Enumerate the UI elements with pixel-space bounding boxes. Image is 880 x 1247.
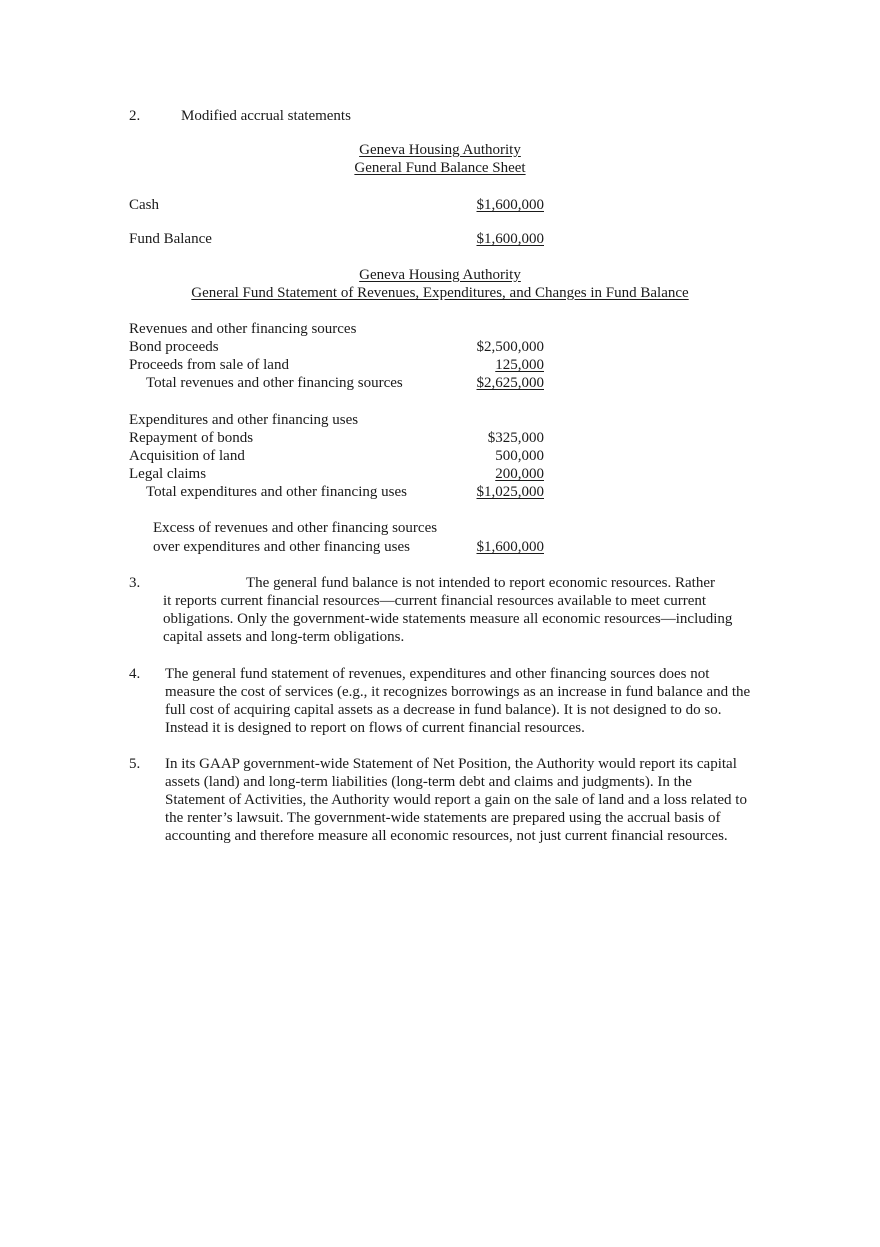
legal-claims-amount: 200,000 <box>495 466 544 482</box>
revenues-total-label: Total revenues and other financing sources <box>146 375 403 391</box>
section-5-number: 5. <box>129 756 141 772</box>
section-5-text: In its GAAP government-wide Statement of Net Position, the Authority would report its capital assets (land) and long-term liabilities (long-term debt and claims and judgments). In the Statement of Activities, the Authority would report a gain on the sale of land and a loss related to the renter’s lawsuit. The government-wide statements are prepared using the accrual basis of accounting and therefore measure all economic resources, not just current financial resources. <box>165 756 747 844</box>
section-4-text: The general fund statement of revenues, expenditures and other financing sources does not measure the cost of services (e.g., it recognizes borrowings as an increase in fund balance and the full cost of acquiring capital assets as a decrease in fund balance). It is not designed to do so. Instead it is designed to report on flows of current financial resources. <box>165 666 751 736</box>
excess-amount: $1,600,000 <box>476 539 544 555</box>
expenditures-total-amount: $1,025,000 <box>476 484 544 500</box>
revenues-header: Revenues and other financing sources <box>129 321 357 337</box>
repayment-amount: $325,000 <box>487 430 544 446</box>
revenues-total-amount: $2,625,000 <box>476 375 544 391</box>
bond-proceeds-amount: $2,500,000 <box>476 339 544 355</box>
section-3-number: 3. <box>129 575 141 591</box>
fund-balance-label: Fund Balance <box>129 231 212 247</box>
expenditures-header: Expenditures and other financing uses <box>129 412 359 428</box>
cash-amount: $1,600,000 <box>476 197 544 213</box>
repayment-label: Repayment of bonds <box>129 430 254 446</box>
acquisition-label: Acquisition of land <box>129 448 245 464</box>
section-2-title: Modified accrual statements <box>181 108 351 124</box>
section-4-number: 4. <box>129 666 141 682</box>
section-3-first-line: The general fund balance is not intended to report economic resources. Rather <box>246 575 715 591</box>
land-sale-label: Proceeds from sale of land <box>129 357 289 373</box>
section-2-number: 2. <box>129 108 141 124</box>
fund-balance-amount: $1,600,000 <box>476 231 544 247</box>
acquisition-amount: 500,000 <box>495 448 544 464</box>
statement-title: General Fund Statement of Revenues, Expenditures, and Changes in Fund Balance <box>191 285 689 301</box>
excess-line-2: over expenditures and other financing uses <box>153 539 410 555</box>
legal-claims-label: Legal claims <box>129 466 207 482</box>
balance-sheet-entity: Geneva Housing Authority <box>359 142 521 158</box>
expenditures-total-label: Total expenditures and other financing uses <box>146 484 407 500</box>
section-3-text: it reports current financial resources—current financial resources available to meet current obligations. Only the government-wide statements measure all economic resources—including capital assets and long-term obligations. <box>163 593 733 645</box>
cash-label: Cash <box>129 197 159 213</box>
land-sale-amount: 125,000 <box>495 357 544 373</box>
excess-line-1: Excess of revenues and other financing sources <box>153 520 438 536</box>
bond-proceeds-label: Bond proceeds <box>129 339 219 355</box>
balance-sheet-title: General Fund Balance Sheet <box>354 160 526 176</box>
statement-entity: Geneva Housing Authority <box>359 267 521 283</box>
